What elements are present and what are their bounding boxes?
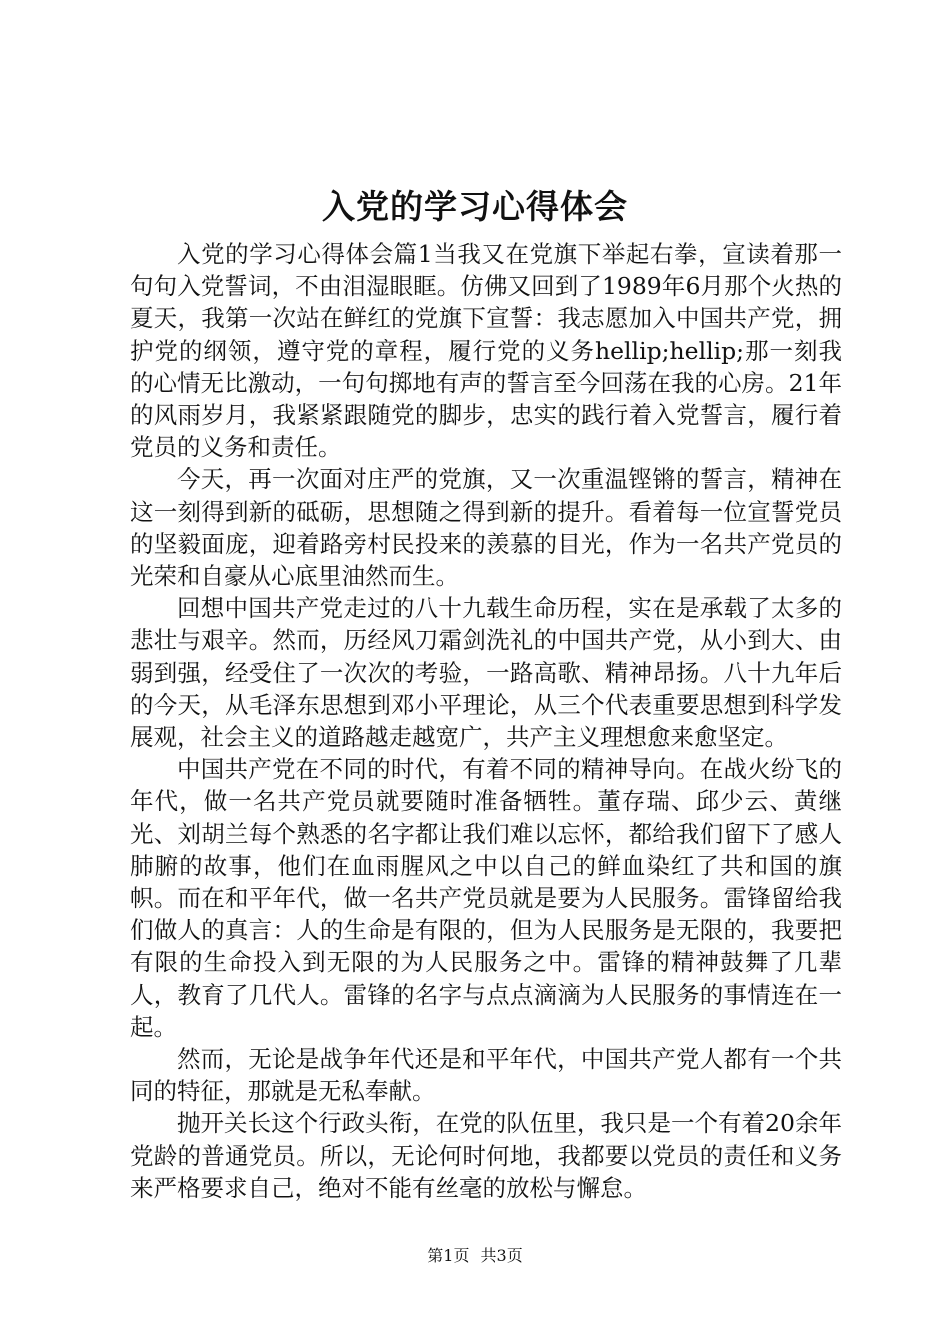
paragraph-3: 回想中国共产党走过的八十九载生命历程，实在是承载了太多的悲壮与艰辛。然而，历经风刀霜剑洗礼的中国共产党，从小到大、由弱到强，经受住了一次次的考验，一路高歌、精神昂扬。八十九年后的今天，从毛泽东思想到邓小平理论，从三个代表重要思想到科学发展观，社会主义的道路越走越宽广，共产主义理想愈来愈坚定。 [130, 594, 842, 752]
paragraph-2: 今天，再一次面对庄严的党旗，又一次重温铿锵的誓言，精神在这一刻得到新的砥砺，思想随之得到新的提升。看着每一位宣誓党员的坚毅面庞，迎着路旁村民投来的羡慕的目光，作为一名共产党员的光荣和自豪从心底里油然而生。 [130, 465, 842, 591]
document-body [130, 238, 842, 1204]
paragraph-6: 抛开关长这个行政头衔，在党的队伍里，我只是一个有着20余年党龄的普通党员。所以，无论何时何地，我都要以党员的责任和义务来严格要求自己，绝对不能有丝毫的放松与懈怠。 [130, 1109, 842, 1202]
page-number-current: 第1页 [427, 1246, 470, 1265]
page-footer [0, 1244, 950, 1268]
paragraph-4: 中国共产党在不同的时代，有着不同的精神导向。在战火纷飞的年代，做一名共产党员就要随时准备牺牲。董存瑞、邱少云、黄继光、刘胡兰每个熟悉的名字都让我们难以忘怀，都给我们留下了感人肺腑的故事，他们在血雨腥风之中以自己的鲜血染红了共和国的旗帜。而在和平年代，做一名共产党员就是要为人民服务。雷锋留给我们做人的真言：人的生命是有限的，但为人民服务是无限的，我要把有限的生命投入到无限的为人民服务之中。雷锋的精神鼓舞了几辈人，教育了几代人。雷锋的名字与点点滴滴为人民服务的事情连在一起。 [130, 755, 842, 1041]
document-title: 入党的学习心得体会 [322, 187, 628, 226]
paragraph-1: 入党的学习心得体会篇1当我又在党旗下举起右拳，宣读着那一句句入党誓词，不由泪湿眼眶。仿佛又回到了1989年6月那个火热的夏天，我第一次站在鲜红的党旗下宣誓：我志愿加入中国共产党，拥护党的纲领，遵守党的章程，履行党的义务hellip;hellip;那一刻我的心情无比激动，一句句掷地有声的誓言至今回荡在我的心房。21年的风雨岁月，我紧紧跟随党的脚步，忠实的践行着入党誓言，履行着党员的义务和责任。 [130, 240, 842, 462]
paragraph-5: 然而，无论是战争年代还是和平年代，中国共产党人都有一个共同的特征，那就是无私奉献。 [130, 1045, 842, 1106]
page-number-total: 共3页 [480, 1246, 523, 1265]
